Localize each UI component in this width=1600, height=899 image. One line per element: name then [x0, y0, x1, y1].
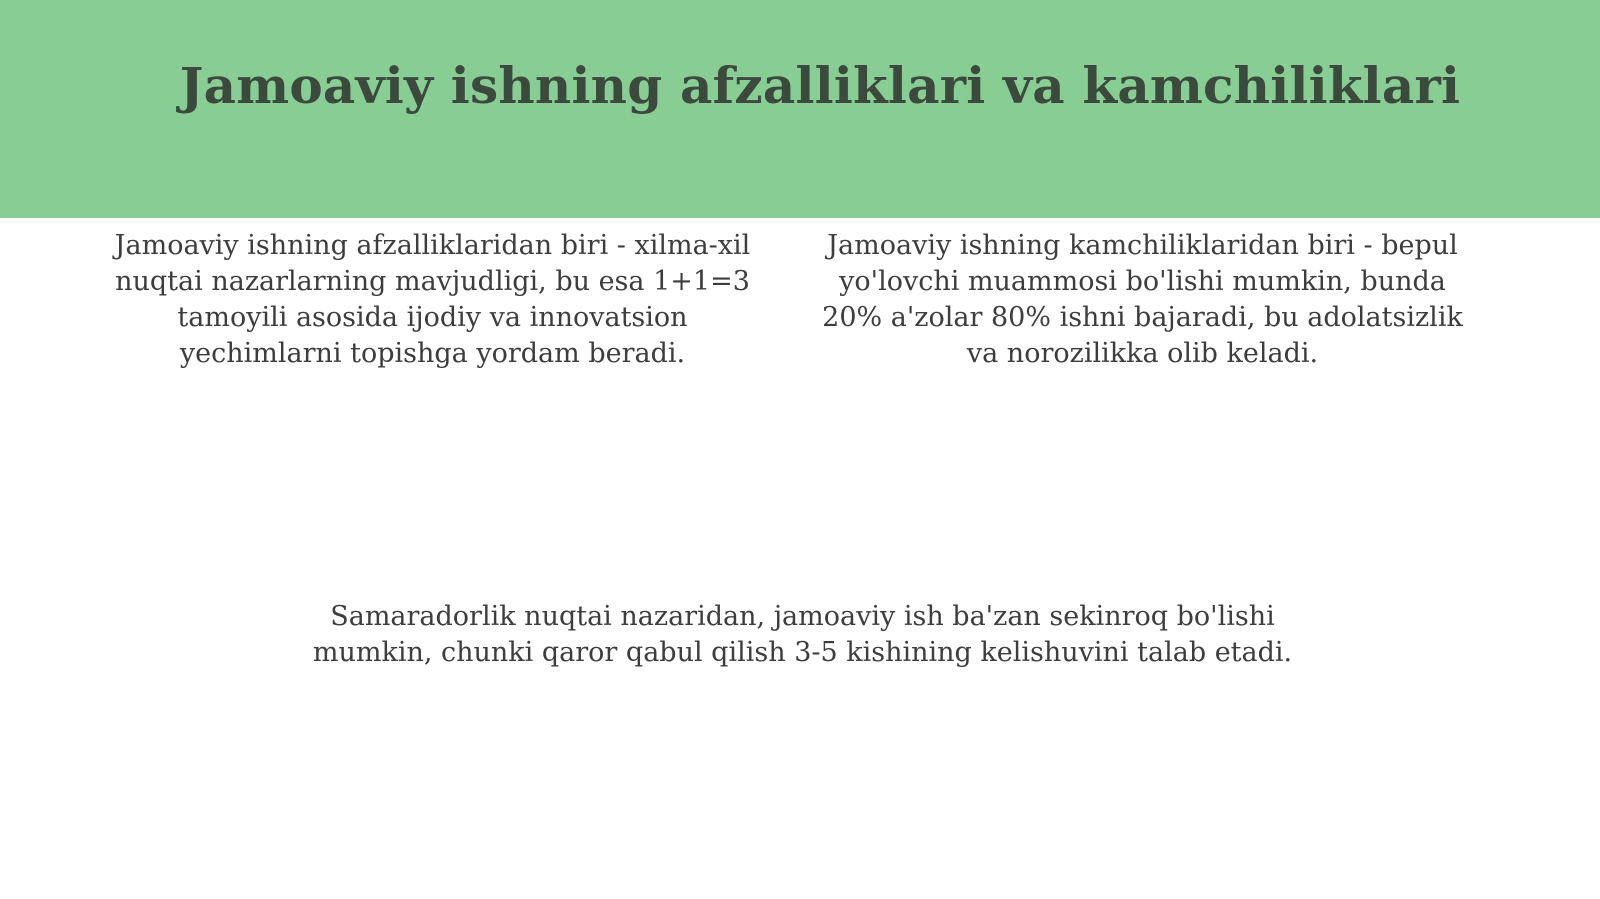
efficiency-paragraph: Samaradorlik nuqtai nazaridan, jamoaviy ish ba'zan sekinroq bo'lishi mumkin, chunki qaror qabul qilish 3-5 kishining kelishuvini talab etadi.: [312, 601, 1293, 668]
disadvantages-paragraph: Jamoaviy ishning kamchiliklaridan biri - bepul yo'lovchi muammosi bo'lishi mumkin, bunda 20% a'zolar 80% ishni bajaradi, bu adolatsizlik va norozilikka olib keladi.: [822, 230, 1463, 369]
advantages-paragraph: Jamoaviy ishning afzalliklaridan biri - xilma-xil nuqtai nazarlarning mavjudligi, bu esa 1+1=3 tamoyili asosida ijodiy va innovatsion yechimlarni topishga yordam beradi.: [114, 230, 751, 369]
slide-title: Jamoaviy ishning afzalliklari va kamchiliklari: [179, 56, 1461, 115]
